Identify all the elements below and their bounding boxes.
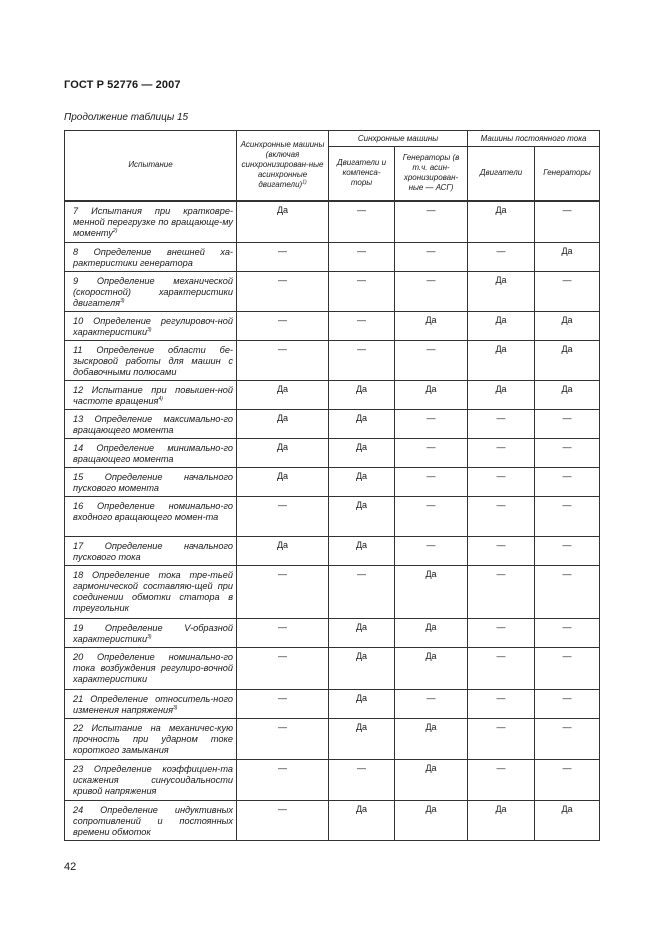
applicability-cell: —	[535, 439, 600, 468]
applicability-cell: —	[395, 272, 468, 312]
applicability-cell: —	[329, 341, 395, 381]
test-name: 13 Определение максимально-го вращающего момента	[73, 414, 233, 435]
test-name-cell	[65, 537, 237, 566]
header-sync-generators: Генераторы (в т.ч. асин-хронизирован-ные — АСГ)	[395, 147, 468, 201]
applicability-cell: —	[329, 566, 395, 619]
applicability-cell: —	[535, 497, 600, 537]
table-row	[65, 468, 600, 497]
table-row	[65, 619, 600, 648]
applicability-cell: Да	[237, 410, 329, 439]
applicability-cell: —	[237, 566, 329, 619]
test-name: 21 Определение относитель-ного изменения напряжения	[73, 694, 233, 715]
applicability-cell: —	[237, 619, 329, 648]
test-name-cell	[65, 690, 237, 719]
footnote-mark: 3)	[147, 633, 152, 640]
applicability-cell: Да	[395, 719, 468, 760]
applicability-cell: —	[237, 497, 329, 537]
applicability-cell: Да	[329, 468, 395, 497]
applicability-cell: Да	[535, 243, 600, 272]
test-name-cell	[65, 648, 237, 690]
applicability-cell: Да	[237, 537, 329, 566]
applicability-cell: —	[468, 497, 535, 537]
table-row	[65, 497, 600, 537]
applicability-cell: —	[468, 690, 535, 719]
footnote-mark: 4)	[158, 395, 163, 402]
applicability-cell: —	[237, 690, 329, 719]
test-name: 19 Определение V-образной характеристики	[73, 623, 233, 644]
applicability-cell: —	[535, 410, 600, 439]
test-name: 14 Определение минимально-го вращающего момента	[73, 443, 233, 464]
applicability-cell: —	[395, 439, 468, 468]
test-name-cell	[65, 619, 237, 648]
applicability-cell: —	[468, 619, 535, 648]
applicability-cell: —	[329, 243, 395, 272]
applicability-cell: —	[395, 341, 468, 381]
applicability-cell: —	[237, 312, 329, 341]
applicability-cell: —	[237, 341, 329, 381]
applicability-cell: Да	[237, 381, 329, 410]
test-name: 8 Определение внешней ха-рактеристики генератора	[73, 247, 233, 268]
applicability-cell: —	[535, 760, 600, 801]
applicability-cell: —	[535, 690, 600, 719]
applicability-cell: —	[535, 537, 600, 566]
test-name-cell	[65, 719, 237, 760]
header-async-footnote: 1)	[302, 179, 307, 186]
table-row	[65, 537, 600, 566]
header-sync-motors: Двигатели и компенса-торы	[329, 147, 395, 201]
table-row	[65, 566, 600, 619]
table-row	[65, 381, 600, 410]
applicability-cell: Да	[395, 619, 468, 648]
table-row	[65, 243, 600, 272]
applicability-cell: Да	[329, 537, 395, 566]
table-row	[65, 312, 600, 341]
test-name-cell	[65, 410, 237, 439]
test-name-cell	[65, 381, 237, 410]
test-name-cell	[65, 312, 237, 341]
footnote-mark: 3)	[120, 297, 125, 304]
applicability-cell: —	[468, 439, 535, 468]
applicability-cell: Да	[468, 272, 535, 312]
table-row	[65, 760, 600, 801]
applicability-cell: —	[535, 619, 600, 648]
applicability-cell: Да	[329, 410, 395, 439]
applicability-cell: —	[395, 690, 468, 719]
test-name: 15 Определение начального пускового момента	[73, 472, 233, 493]
applicability-cell: Да	[395, 801, 468, 841]
table-row	[65, 801, 600, 841]
applicability-cell: —	[468, 537, 535, 566]
header-async	[237, 131, 329, 201]
test-name: 17 Определение начального пускового тока	[73, 541, 233, 562]
applicability-cell: —	[535, 468, 600, 497]
applicability-cell: —	[468, 566, 535, 619]
applicability-cell: Да	[329, 439, 395, 468]
test-name-cell	[65, 243, 237, 272]
applicability-cell: —	[329, 312, 395, 341]
test-table	[64, 130, 600, 841]
applicability-cell: —	[535, 201, 600, 243]
applicability-cell: Да	[535, 801, 600, 841]
applicability-cell: —	[237, 719, 329, 760]
applicability-cell: Да	[468, 381, 535, 410]
applicability-cell: Да	[329, 690, 395, 719]
applicability-cell: Да	[395, 312, 468, 341]
test-name-cell	[65, 272, 237, 312]
header-sync-group: Синхронные машины	[329, 131, 468, 147]
applicability-cell: —	[237, 272, 329, 312]
test-name: 10 Определение регулировоч-ной характеристики	[73, 316, 233, 337]
applicability-cell: —	[237, 243, 329, 272]
table-row	[65, 439, 600, 468]
applicability-cell: —	[237, 801, 329, 841]
applicability-cell: Да	[535, 381, 600, 410]
document-code: ГОСТ Р 52776 — 2007	[64, 79, 181, 91]
table-caption: Продолжение таблицы 15	[64, 112, 189, 123]
applicability-cell: Да	[468, 201, 535, 243]
test-name: 7 Испытания при кратковре-менной перегрузке по вращающе-му моменту	[73, 205, 233, 238]
test-name-cell	[65, 201, 237, 243]
applicability-cell: Да	[468, 312, 535, 341]
applicability-cell: —	[395, 537, 468, 566]
applicability-cell: —	[329, 201, 395, 243]
applicability-cell: Да	[468, 341, 535, 381]
applicability-cell: Да	[468, 801, 535, 841]
header-dc-group: Машины постоянного тока	[468, 131, 600, 147]
table-row	[65, 272, 600, 312]
applicability-cell: Да	[329, 648, 395, 690]
applicability-cell: Да	[329, 381, 395, 410]
applicability-cell: —	[468, 719, 535, 760]
header-dc-motors: Двигатели	[468, 147, 535, 201]
applicability-cell: Да	[237, 201, 329, 243]
applicability-cell: Да	[237, 439, 329, 468]
applicability-cell: Да	[395, 381, 468, 410]
applicability-cell: —	[535, 272, 600, 312]
applicability-cell: —	[395, 410, 468, 439]
applicability-cell: —	[395, 201, 468, 243]
applicability-cell: Да	[395, 760, 468, 801]
footnote-mark: 2)	[112, 227, 118, 234]
applicability-cell: Да	[535, 312, 600, 341]
applicability-cell: —	[468, 243, 535, 272]
applicability-cell: —	[329, 760, 395, 801]
applicability-cell: —	[237, 648, 329, 690]
test-name: 24 Определение индуктивных сопротивлений и постоянных времени обмоток	[73, 805, 233, 837]
applicability-cell: —	[468, 648, 535, 690]
header-dc-generators: Генераторы	[535, 147, 600, 201]
test-name: 9 Определение механической (скоростной) характеристики двигателя	[73, 276, 233, 308]
test-name-cell	[65, 497, 237, 537]
applicability-cell: Да	[329, 801, 395, 841]
applicability-cell: Да	[329, 619, 395, 648]
test-name-cell	[65, 801, 237, 841]
applicability-cell: —	[468, 760, 535, 801]
applicability-cell: —	[535, 566, 600, 619]
applicability-cell: —	[395, 468, 468, 497]
table-row	[65, 201, 600, 243]
test-name: 23 Определение коэффициен-та искажения синусоидальности кривой напряжения	[73, 764, 233, 796]
table-row	[65, 410, 600, 439]
table-row	[65, 648, 600, 690]
applicability-cell: Да	[329, 719, 395, 760]
test-name: 20 Определение номинально-го тока возбуждения регулиро-вочной характеристики	[73, 652, 233, 684]
table-row	[65, 719, 600, 760]
applicability-cell: —	[535, 719, 600, 760]
table-row	[65, 690, 600, 719]
applicability-cell: —	[395, 243, 468, 272]
applicability-cell: Да	[237, 468, 329, 497]
applicability-cell: —	[468, 410, 535, 439]
applicability-cell: Да	[535, 341, 600, 381]
test-name-cell	[65, 468, 237, 497]
table-body	[65, 201, 600, 841]
header-async-text: Асинхронные машины (включая синхронизирован-ные асинхронные двигатели)	[240, 140, 325, 190]
footnote-mark: 3)	[147, 326, 152, 333]
test-name-cell	[65, 566, 237, 619]
test-name-cell	[65, 760, 237, 801]
test-name: 18 Определение тока тре-тьей гармонической составляю-щей при соединении обмотки статора в треугольник	[73, 570, 233, 613]
table-row	[65, 341, 600, 381]
applicability-cell: —	[395, 497, 468, 537]
applicability-cell: —	[237, 760, 329, 801]
footnote-mark: 3)	[173, 704, 178, 711]
test-name-cell	[65, 439, 237, 468]
test-name: 16 Определение номинально-го входного вращающего момен-та	[73, 501, 233, 522]
test-name: 22 Испытание на механичес-кую прочность при ударном токе короткого замыкания	[73, 723, 233, 755]
applicability-cell: Да	[329, 497, 395, 537]
applicability-cell: Да	[395, 566, 468, 619]
applicability-cell: —	[535, 648, 600, 690]
applicability-cell: Да	[395, 648, 468, 690]
header-test: Испытание	[65, 131, 237, 201]
test-name-cell	[65, 341, 237, 381]
test-name: 12 Испытание при повышен-ной частоте вращения	[73, 385, 233, 406]
test-name: 11 Определение области бе-зыскровой работы для машин с добавочными полюсами	[73, 345, 233, 377]
page-number: 42	[64, 861, 77, 873]
applicability-cell: —	[329, 272, 395, 312]
applicability-cell: —	[468, 468, 535, 497]
